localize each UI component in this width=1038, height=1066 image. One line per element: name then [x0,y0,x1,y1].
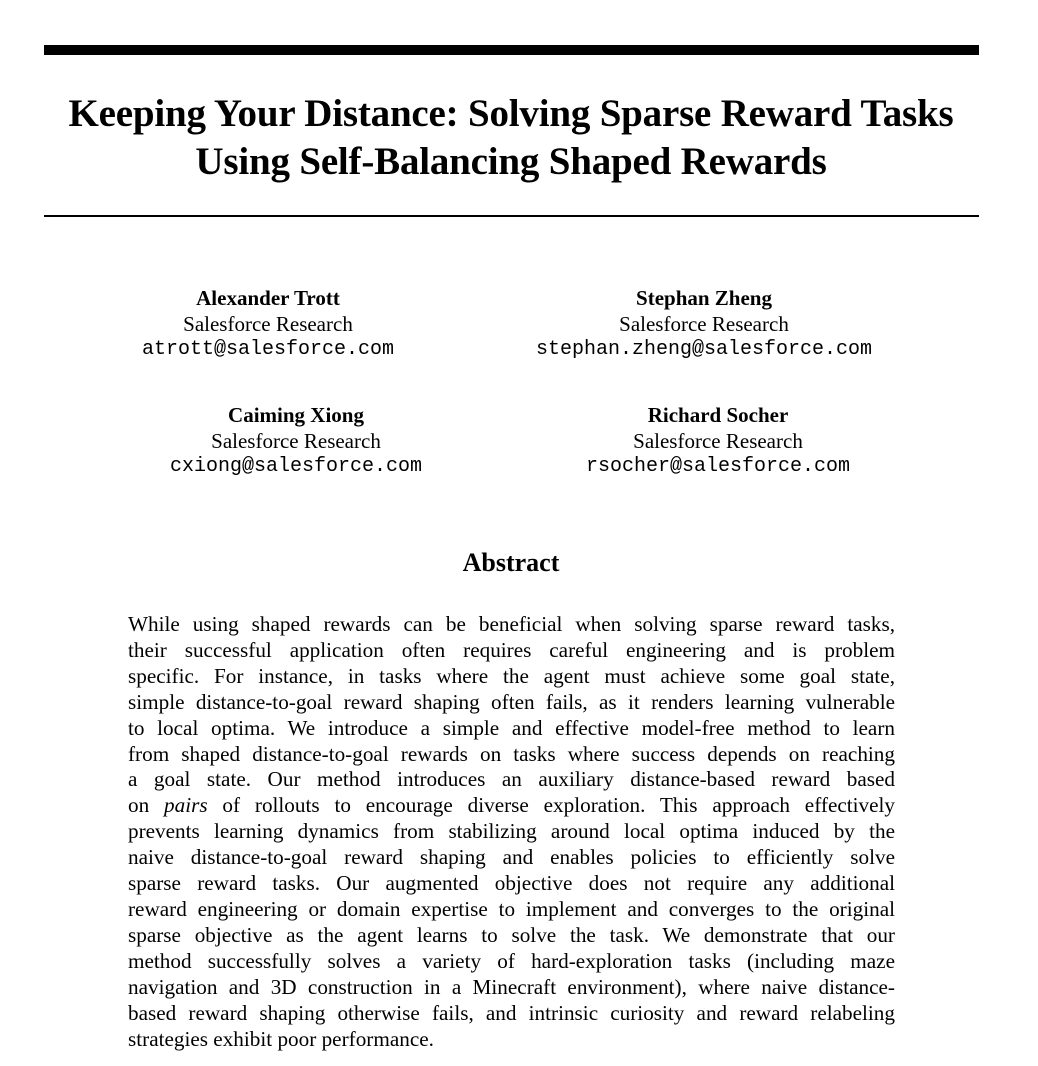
abstract-line: a goal state. Our method introduces an auxiliary distance-based reward based [128,767,895,792]
abstract-line: specific. For instance, in tasks where the agent must achieve some goal state, [128,663,895,688]
author-block-xiong [116,402,476,480]
top-rule [44,45,979,55]
author-affiliation: Salesforce Research [633,429,803,453]
title-line-1: Keeping Your Distance: Solving Sparse Reward Tasks [68,92,954,135]
abstract-line: While using shaped rewards can be beneficial when solving sparse reward tasks, [128,612,895,636]
abstract-text: on [128,793,165,818]
abstract-line: naive distance-to-goal reward shaping and enables policies to efficiently solve [128,845,895,870]
author-name: Caiming Xiong [228,403,364,427]
author-email: atrott@salesforce.com [141,338,395,361]
author-name: Stephan Zheng [636,286,772,310]
abstract-line: strategies exhibit poor performance. [128,1026,434,1051]
author-block-socher [518,402,918,480]
author-block-trott [98,285,438,363]
title-line-2: Using Self-Balancing Shaped Rewards [195,140,827,183]
abstract-line: simple distance-to-goal reward shaping often fails, as it renders learning vulnerable [128,689,895,714]
abstract-text: of rollouts to encourage diverse exploration. This approach effectively [207,793,895,818]
abstract-line: sparse reward tasks. Our augmented objective does not require any additional [128,871,895,896]
title-bottom-rule [44,215,979,217]
abstract-heading: Abstract [462,548,560,577]
abstract-line: reward engineering or domain expertise to implement and converges to the original [128,896,895,921]
emphasized-word: pairs [164,793,208,818]
abstract-line: based reward shaping otherwise fails, and intrinsic curiosity and reward relabeling [128,1000,895,1025]
abstract-line-with-emphasis [128,793,895,819]
abstract-line: from shaped distance-to-goal rewards on tasks where success depends on reaching [128,741,895,766]
author-name: Alexander Trott [196,286,340,310]
author-block-zheng [484,285,924,363]
author-name: Richard Socher [647,403,789,427]
abstract-line: sparse objective as the agent learns to solve the task. We demonstrate that our [128,922,895,947]
author-affiliation: Salesforce Research [619,312,789,336]
author-email: rsocher@salesforce.com [585,455,851,478]
abstract-line: navigation and 3D construction in a Minecraft environment), where naive distance- [128,974,895,999]
abstract-line: method successfully solves a variety of hard-exploration tasks (including maze [128,948,895,973]
author-affiliation: Salesforce Research [183,312,353,336]
paper-title [0,90,1022,186]
abstract-line: their successful application often requires careful engineering and is problem [128,637,895,662]
author-affiliation: Salesforce Research [211,429,381,453]
abstract-line: to local optima. We introduce a simple and effective model-free method to learn [128,715,895,740]
author-email: cxiong@salesforce.com [169,455,423,478]
abstract-line: prevents learning dynamics from stabilizing around local optima induced by the [128,819,895,844]
abstract-body [128,612,895,1052]
author-email: stephan.zheng@salesforce.com [535,338,873,361]
